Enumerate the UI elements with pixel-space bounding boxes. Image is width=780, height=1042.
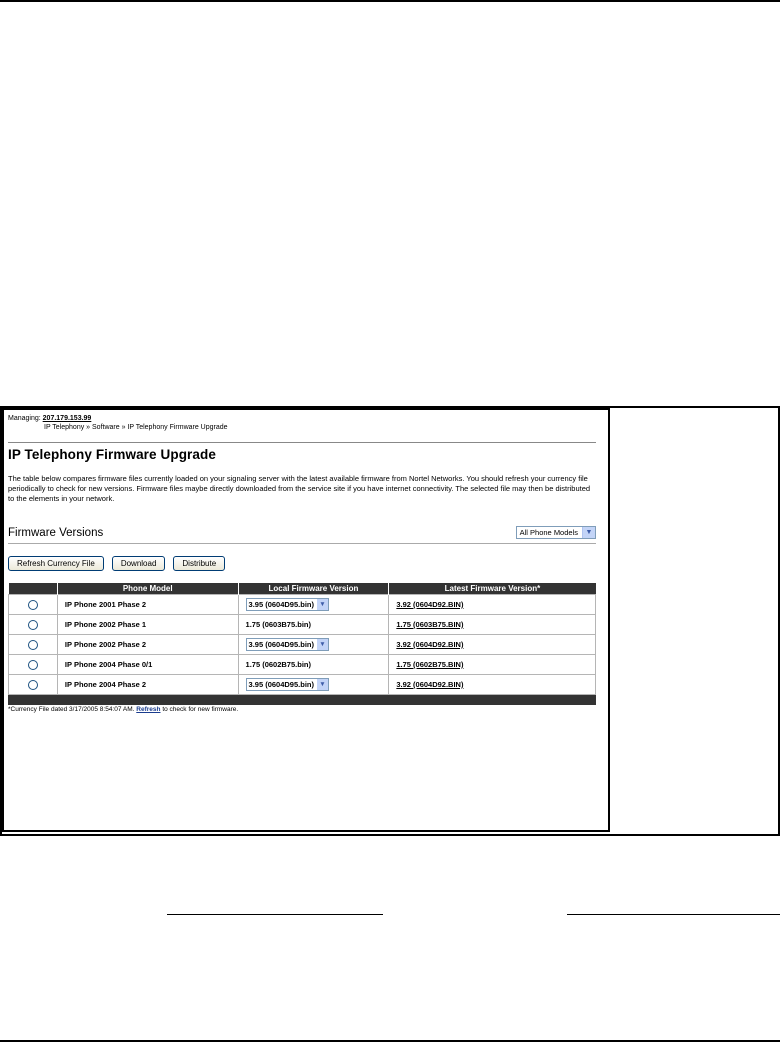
local-firmware-cell	[238, 595, 389, 615]
table-row[interactable]	[9, 675, 596, 695]
row-radio-button[interactable]	[28, 620, 38, 630]
signature-line-left	[167, 914, 383, 915]
phone-model-filter-value: All Phone Models	[519, 528, 578, 537]
column-header-select	[9, 583, 58, 595]
latest-firmware-cell	[389, 595, 596, 615]
firmware-table	[8, 583, 596, 695]
download-button[interactable]: Download	[112, 556, 166, 571]
action-buttons	[8, 556, 596, 571]
refresh-link[interactable]: Refresh	[136, 706, 161, 713]
latest-firmware-cell	[389, 675, 596, 695]
table-row[interactable]	[9, 655, 596, 675]
column-header-latest-firmware[interactable]: Latest Firmware Version*	[389, 583, 596, 595]
column-header-local-firmware[interactable]: Local Firmware Version	[238, 583, 389, 595]
latest-firmware-cell	[389, 655, 596, 675]
chevron-down-icon[interactable]: ▼	[582, 527, 595, 538]
table-footer-bar	[8, 695, 596, 705]
signature-line-right	[567, 914, 780, 915]
phone-model-cell: IP Phone 2004 Phase 2	[57, 675, 238, 695]
page-description: The table below compares firmware files currently loaded on your signaling server with the latest available firmware from Nortel Networks. You should refresh your currency file periodically to check for new versions. Firmware files maybe directly downloaded from the service site if you have internet connectivity. The selected file may then be distributed to the elements in your network.	[8, 474, 591, 503]
local-firmware-value: 1.75 (0603B75.bin)	[245, 620, 311, 629]
row-radio-button[interactable]	[28, 640, 38, 650]
row-select-cell	[9, 655, 58, 675]
chevron-down-icon[interactable]: ▼	[317, 639, 328, 650]
firmware-section-title: Firmware Versions	[8, 526, 104, 539]
section-divider	[8, 543, 596, 544]
row-radio-button[interactable]	[28, 680, 38, 690]
local-firmware-select[interactable]	[246, 678, 329, 691]
column-header-phone-model[interactable]: Phone Model	[57, 583, 238, 595]
table-row[interactable]	[9, 595, 596, 615]
local-firmware-value: 3.95 (0604D95.bin)	[248, 600, 314, 609]
browser-content-frame	[2, 408, 610, 832]
firmware-section-header	[8, 526, 596, 539]
page-title: IP Telephony Firmware Upgrade	[8, 447, 216, 462]
managing-address-link[interactable]: 207.179.153.99	[42, 415, 92, 422]
table-row[interactable]	[9, 635, 596, 655]
row-select-cell	[9, 675, 58, 695]
table-header-row	[9, 583, 596, 595]
local-firmware-cell	[238, 675, 389, 695]
local-firmware-value: 3.95 (0604D95.bin)	[248, 640, 314, 649]
currency-note-suffix: to check for new firmware.	[162, 706, 239, 713]
page-content	[8, 414, 596, 713]
row-radio-button[interactable]	[28, 600, 38, 610]
refresh-currency-file-button[interactable]: Refresh Currency File	[8, 556, 104, 571]
managing-line	[8, 414, 596, 423]
title-divider	[8, 442, 596, 443]
row-select-cell	[9, 615, 58, 635]
local-firmware-cell	[238, 655, 389, 675]
local-firmware-cell	[238, 615, 389, 635]
latest-firmware-link[interactable]: 1.75 (0602B75.BIN)	[396, 660, 464, 669]
breadcrumb: IP Telephony » Software » IP Telephony Firmware Upgrade	[44, 424, 228, 431]
local-firmware-select[interactable]	[246, 638, 329, 651]
chevron-down-icon[interactable]: ▼	[317, 679, 328, 690]
managing-label: Managing:	[8, 415, 41, 422]
latest-firmware-cell	[389, 615, 596, 635]
phone-model-cell: IP Phone 2001 Phase 2	[57, 595, 238, 615]
row-select-cell	[9, 635, 58, 655]
phone-model-cell: IP Phone 2004 Phase 0/1	[57, 655, 238, 675]
table-row[interactable]	[9, 615, 596, 635]
chevron-down-icon[interactable]: ▼	[317, 599, 328, 610]
latest-firmware-link[interactable]: 3.92 (0604D92.BIN)	[396, 600, 464, 609]
local-firmware-select[interactable]	[246, 598, 329, 611]
phone-model-cell: IP Phone 2002 Phase 2	[57, 635, 238, 655]
currency-note-text: *Currency File dated 3/17/2005 8:54:07 AM.	[8, 706, 135, 713]
phone-model-cell: IP Phone 2002 Phase 1	[57, 615, 238, 635]
local-firmware-value: 1.75 (0602B75.bin)	[245, 660, 311, 669]
row-radio-button[interactable]	[28, 660, 38, 670]
currency-note	[8, 706, 596, 713]
latest-firmware-link[interactable]: 3.92 (0604D92.BIN)	[396, 680, 464, 689]
distribute-button[interactable]: Distribute	[173, 556, 225, 571]
local-firmware-value: 3.95 (0604D95.bin)	[248, 680, 314, 689]
row-select-cell	[9, 595, 58, 615]
latest-firmware-link[interactable]: 1.75 (0603B75.BIN)	[396, 620, 464, 629]
page-top-rule	[0, 0, 780, 2]
latest-firmware-link[interactable]: 3.92 (0604D92.BIN)	[396, 640, 464, 649]
latest-firmware-cell	[389, 635, 596, 655]
phone-model-filter-select[interactable]	[516, 526, 596, 539]
local-firmware-cell	[238, 635, 389, 655]
